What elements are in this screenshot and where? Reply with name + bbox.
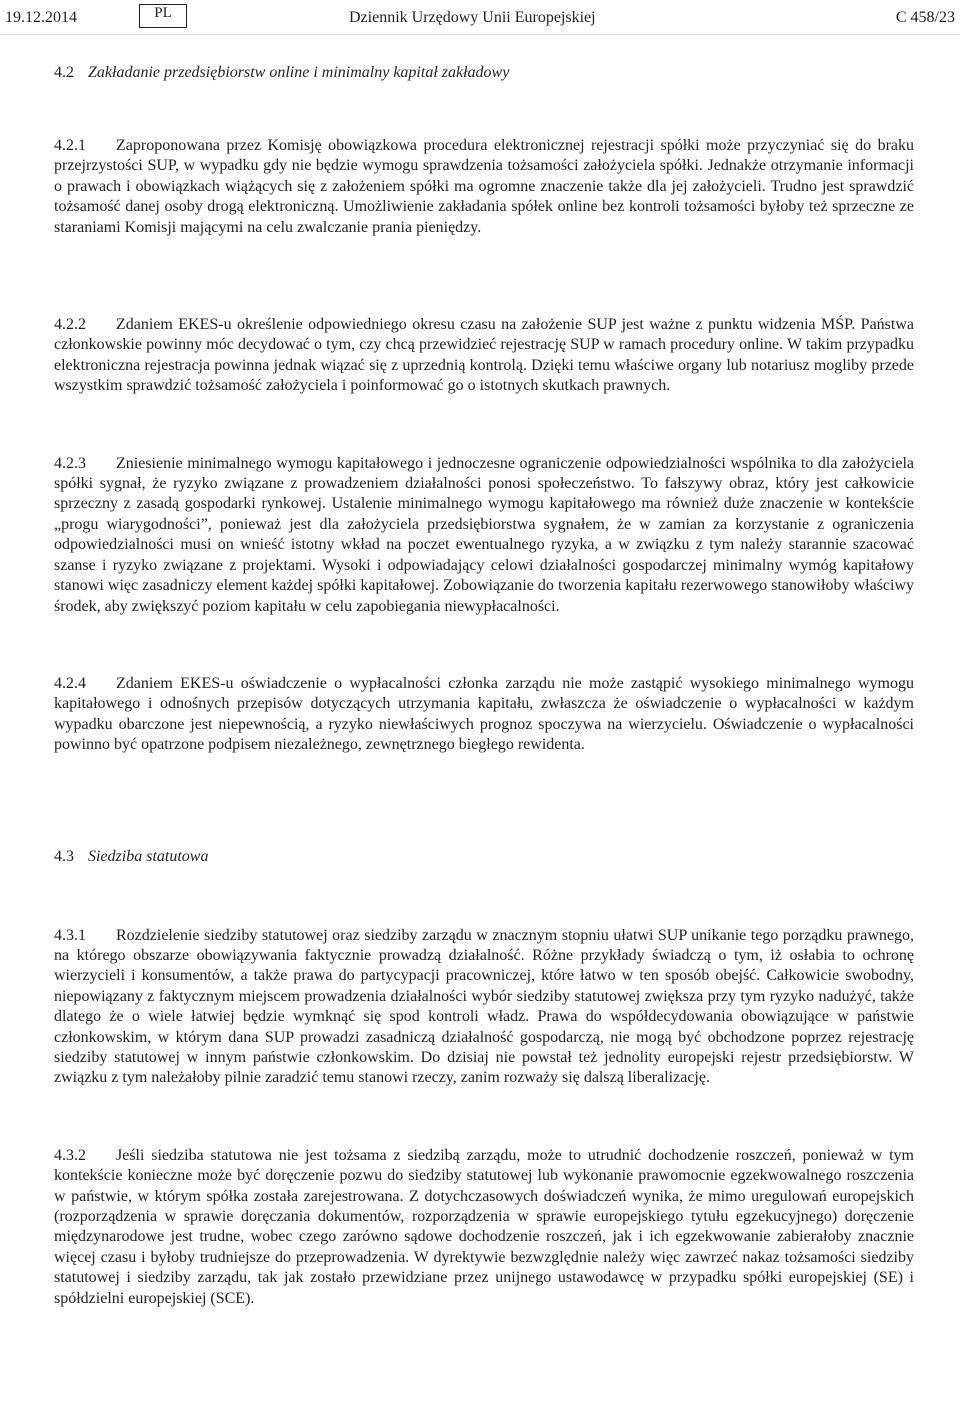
paragraph-text: Zniesienie minimalnego wymogu kapitałowego i jednoczesne ograniczenie odpowiedzialności wspólnika to dla założyciela spółki sygnał, że ryzyko związane z prowadzeniem działalności ponosi społeczeństwo. To fałszywy obraz, który jest całkowicie sprzeczny z zasadą gospodarki rynkowej. Ustalenie minimalnego wymogu kapitałowego ma również duże znaczenie w kontekście „progu wiarygodności”, ponieważ jest dla założyciela przedsiębiorstwa sygnałem, że w zamian za korzystanie z ograniczenia odpowiedzialności musi on wnieść istotny wkład na poczet ewentualnego ryzyka, a w związku z tym należy starannie szacować szanse i ryzyko związane z projektami. Wysoki i odpowiadający celowi działalności gospodarczej minimalny wymóg kapitałowy stanowi więc zasadniczy element każdej spółki kapitałowej. Zobowiązanie do tworzenia kapitału rezerwowego stanowiłoby właściwy środek, aby zwiększyć poziom kapitału w celu zapobiegania niewypłacalności. <box>54 454 914 615</box>
section-title: Zakładanie przedsiębiorstw online i minimalny kapitał zakładowy <box>88 64 510 81</box>
page-header <box>5 6 955 30</box>
paragraph-number: 4.2.3 <box>54 454 86 472</box>
publication-date: 19.12.2014 <box>5 9 77 26</box>
paragraph-number: 4.3.2 <box>54 1146 86 1164</box>
document-body <box>54 63 914 1309</box>
section-heading-4-2 <box>54 63 914 83</box>
page-reference: C 458/23 <box>895 9 955 26</box>
section-number: 4.2 <box>54 64 74 81</box>
paragraph-text: Jeśli siedziba statutowa nie jest tożsama z siedzibą zarządu, może to utrudnić dochodzenie roszczeń, ponieważ w tym kontekście konieczne może być doręczenie pozwu do siedziby statutowej lub wykonanie prawomocnie egzekwowalnego roszczenia w państwie, w którym spółka została zarejestrowana. Z dotychczasowych doświadczeń wynika, że mimo uregulowań europejskich (rozporządzenia w sprawie doręczania dokumentów, rozporządzenia w sprawie europejskiego tytułu egzekucyjnego) doręczenie międzynarodowe jest trudne, wobec czego zarówno sądowe dochodzenie roszczeń, jak i ich egzekwowanie zabierałoby znacznie więcej czasu i byłoby trudniejsze do przeprowadzenia. W dyrektywie bezwzględnie należy więc zawrzeć nakaz tożsamości siedziby statutowej i siedziby zarządu, tak jak zostało przewidziane przez unijnego ustawodawcę w przypadku spółki europejskiej (SE) i spółdzielni europejskiej (SCE). <box>54 1146 914 1307</box>
paragraph-text: Zdaniem EKES-u oświadczenie o wypłacalności członka zarządu nie może zastąpić wysokiego minimalnego wymogu kapitałowego i odnośnych przepisów dotyczących utrzymania kapitału, zwłaszcza że oświadczenie o wypłacalności w każdym wypadku obarczone jest niepewnością, a ryzyko niewłaściwych prognoz spoczywa na wierzycielu. Oświadczenie o wypłacalności powinno być opatrzone podpisem niezależnego, zewnętrznego biegłego rewidenta. <box>54 674 914 754</box>
paragraph-text: Rozdzielenie siedziby statutowej oraz siedziby zarządu w znacznym stopniu ułatwi SUP unikanie tego porządku prawnego, na którego obszarze obowiązywania faktycznie prowadzą działalność. Różne przykłady świadczą o tym, iż osłabia to ochronę wierzycieli i konsumentów, a także prawa do partycypacji pracowniczej, które łatwo w ten sposób obejść. Całkowicie swobodny, niepowiązany z faktycznym miejscem prowadzenia działalności wybór siedziby statutowej zwiększa przy tym ryzyko nadużyć, także dlatego że o wiele łatwiej będzie wymknąć się spod kontroli władz. Prawa do współdecydowania obowiązujące w państwie członkowskim, w którym dana SUP prowadzi zasadniczą działalność gospodarczą, nie mogą być obchodzone poprzez rejestrację siedziby statutowej w innym państwie członkowskim. Do dzisiaj nie powstał też jednolity europejski rejestr przedsiębiorstw. W związku z tym należałoby pilnie zaradzić temu stanowi rzeczy, zanim rozważy się dalszą liberalizację. <box>54 926 914 1087</box>
paragraph-number: 4.2.1 <box>54 137 86 154</box>
journal-title: Dziennik Urzędowy Unii Europejskiej <box>349 9 596 26</box>
paragraph-4-3-2 <box>54 1146 914 1309</box>
language-badge: PL <box>139 4 187 28</box>
paragraph-4-2-4 <box>54 674 914 756</box>
section-heading-4-3 <box>54 847 914 867</box>
header-divider <box>0 34 960 35</box>
paragraph-number: 4.2.2 <box>54 316 86 334</box>
section-title: Siedziba statutowa <box>88 847 209 865</box>
paragraph-4-2-3 <box>54 454 914 617</box>
paragraph-text: Zdaniem EKES-u określenie odpowiedniego okresu czasu na założenie SUP jest ważne z punktu widzenia MŚP. Państwa członkowskie powinny móc decydować o tym, czy chcą przewidzieć rejestrację SUP w ramach procedury online. W takim przypadku elektroniczna rejestracja powinna jednak wiązać się z uprzednią kontrolą. Dzięki temu właściwe organy lub notariusz mogliby przede wszystkim sprawdzić tożsamość założyciela i poinformować go o istotnych skutkach prawnych. <box>54 316 914 395</box>
paragraph-4-2-2 <box>54 315 914 397</box>
paragraph-number: 4.2.4 <box>54 674 86 692</box>
section-number: 4.3 <box>54 847 74 865</box>
paragraph-4-2-1 <box>54 136 914 238</box>
paragraph-4-3-1 <box>54 926 914 1089</box>
paragraph-number: 4.3.1 <box>54 926 86 944</box>
paragraph-text: Zaproponowana przez Komisję obowiązkowa procedura elektronicznej rejestracji spółki może przyczyniać się do braku przejrzystości SUP, w wypadku gdy nie będzie wymogu sprawdzenia tożsamości założyciela spółki. Jednakże otrzymanie informacji o prawach i obowiązkach wiążących się z założeniem spółki ma ogromne znaczenie także dla jej założycieli. Trudno jest sprawdzić tożsamość danej osoby drogą elektroniczną. Umożliwienie zakładania spółek online bez kontroli tożsamości byłoby też sprzeczne ze staraniami Komisji mającymi na celu zwalczanie prania pieniędzy. <box>54 137 914 236</box>
